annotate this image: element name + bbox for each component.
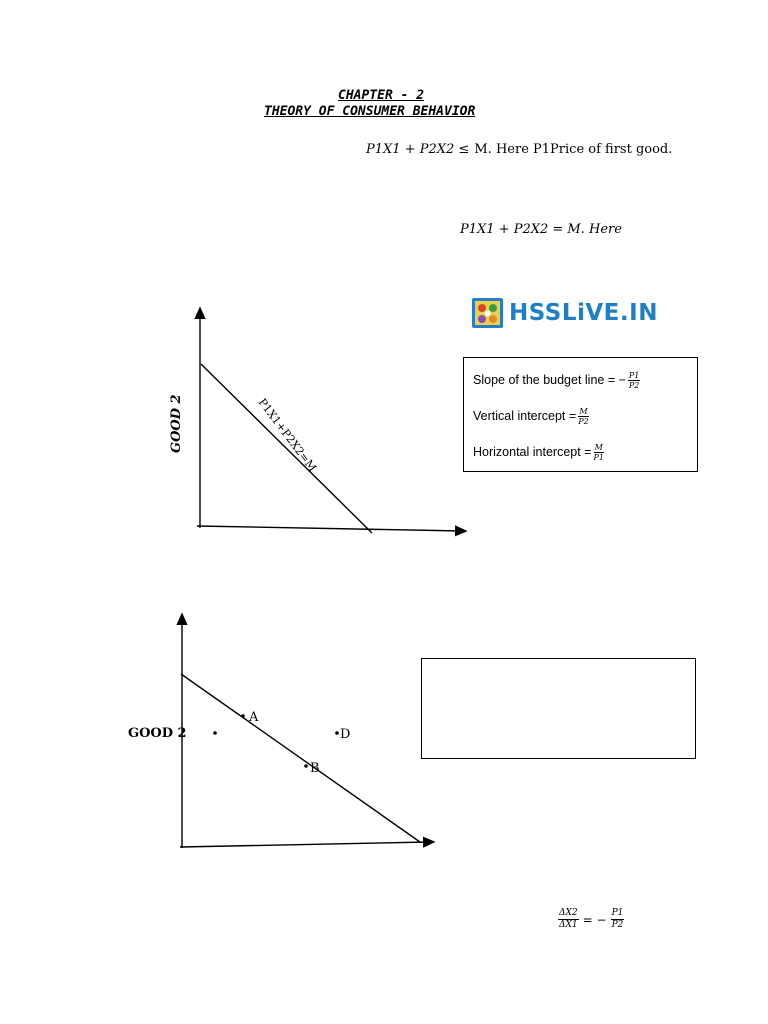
vertical-intercept-row <box>473 398 697 434</box>
slope-numerator: P1 <box>628 370 640 380</box>
point-b-dot <box>304 764 308 768</box>
horizontal-intercept-label: Horizontal intercept = <box>473 445 592 459</box>
empty-note-box <box>421 658 696 759</box>
budget-line-graph <box>150 300 470 545</box>
slope-fraction <box>628 371 640 390</box>
horizontal-intercept-fraction <box>593 443 603 462</box>
budget-line-info-box <box>463 357 698 472</box>
page-title: THEORY OF CONSUMER BEHAVIOR <box>264 104 476 119</box>
formula-rhs-fraction <box>611 908 625 931</box>
vertical-intercept-fraction <box>578 407 588 426</box>
chapter-heading: CHAPTER - 2 <box>338 88 425 103</box>
horizontal-numerator: M <box>594 442 603 452</box>
vertical-numerator: M <box>579 406 588 416</box>
slope-row <box>473 362 697 398</box>
logo-text: HSSLiVE.IN <box>509 300 658 326</box>
horizontal-denominator: P1 <box>593 452 604 462</box>
point-d-dot <box>335 731 339 735</box>
point-b-label: B <box>310 761 320 776</box>
formula-lhs-numerator: ΔX2 <box>559 908 578 918</box>
graph1-budget-line <box>201 364 372 533</box>
logo-emblem-icon <box>471 296 505 330</box>
hsslive-logo <box>471 296 658 330</box>
budget-set-rhs: M. Here P1Price of first good. <box>474 142 673 157</box>
formula-lhs-fraction <box>558 908 579 931</box>
graph1-x-axis <box>197 526 462 531</box>
point-a-dot <box>241 714 245 718</box>
budget-set-lhs: P1X1 + P2X2 ≤ <box>366 142 470 157</box>
graph1-y-label: GOOD 2 <box>169 394 184 453</box>
slope-denominator: P2 <box>628 380 640 390</box>
formula-equals: = − <box>582 912 607 927</box>
formula-rhs-denominator: P2 <box>611 920 624 930</box>
graph2-y-label: GOOD 2 <box>128 726 187 741</box>
formula-rhs-numerator: P1 <box>611 908 624 918</box>
graph1-line-label: P1X1+P2X2=M <box>255 395 320 475</box>
graph2-budget-line <box>181 674 420 842</box>
bundles-graph <box>120 610 440 855</box>
point-a-label: A <box>249 710 259 725</box>
graph2-x-axis <box>180 842 430 847</box>
slope-formula <box>558 908 624 931</box>
point-d-label: D <box>340 727 351 742</box>
vertical-intercept-label: Vertical intercept = <box>473 409 577 423</box>
budget-set-equation <box>366 138 672 157</box>
horizontal-intercept-row <box>473 434 697 470</box>
formula-lhs-denominator: ΔX1 <box>559 920 578 930</box>
point-c-dot <box>213 731 217 735</box>
vertical-denominator: P2 <box>578 416 589 426</box>
slope-label: Slope of the budget line = − <box>473 373 626 387</box>
budget-line-equation: P1X1 + P2X2 = M. Here <box>460 222 622 237</box>
